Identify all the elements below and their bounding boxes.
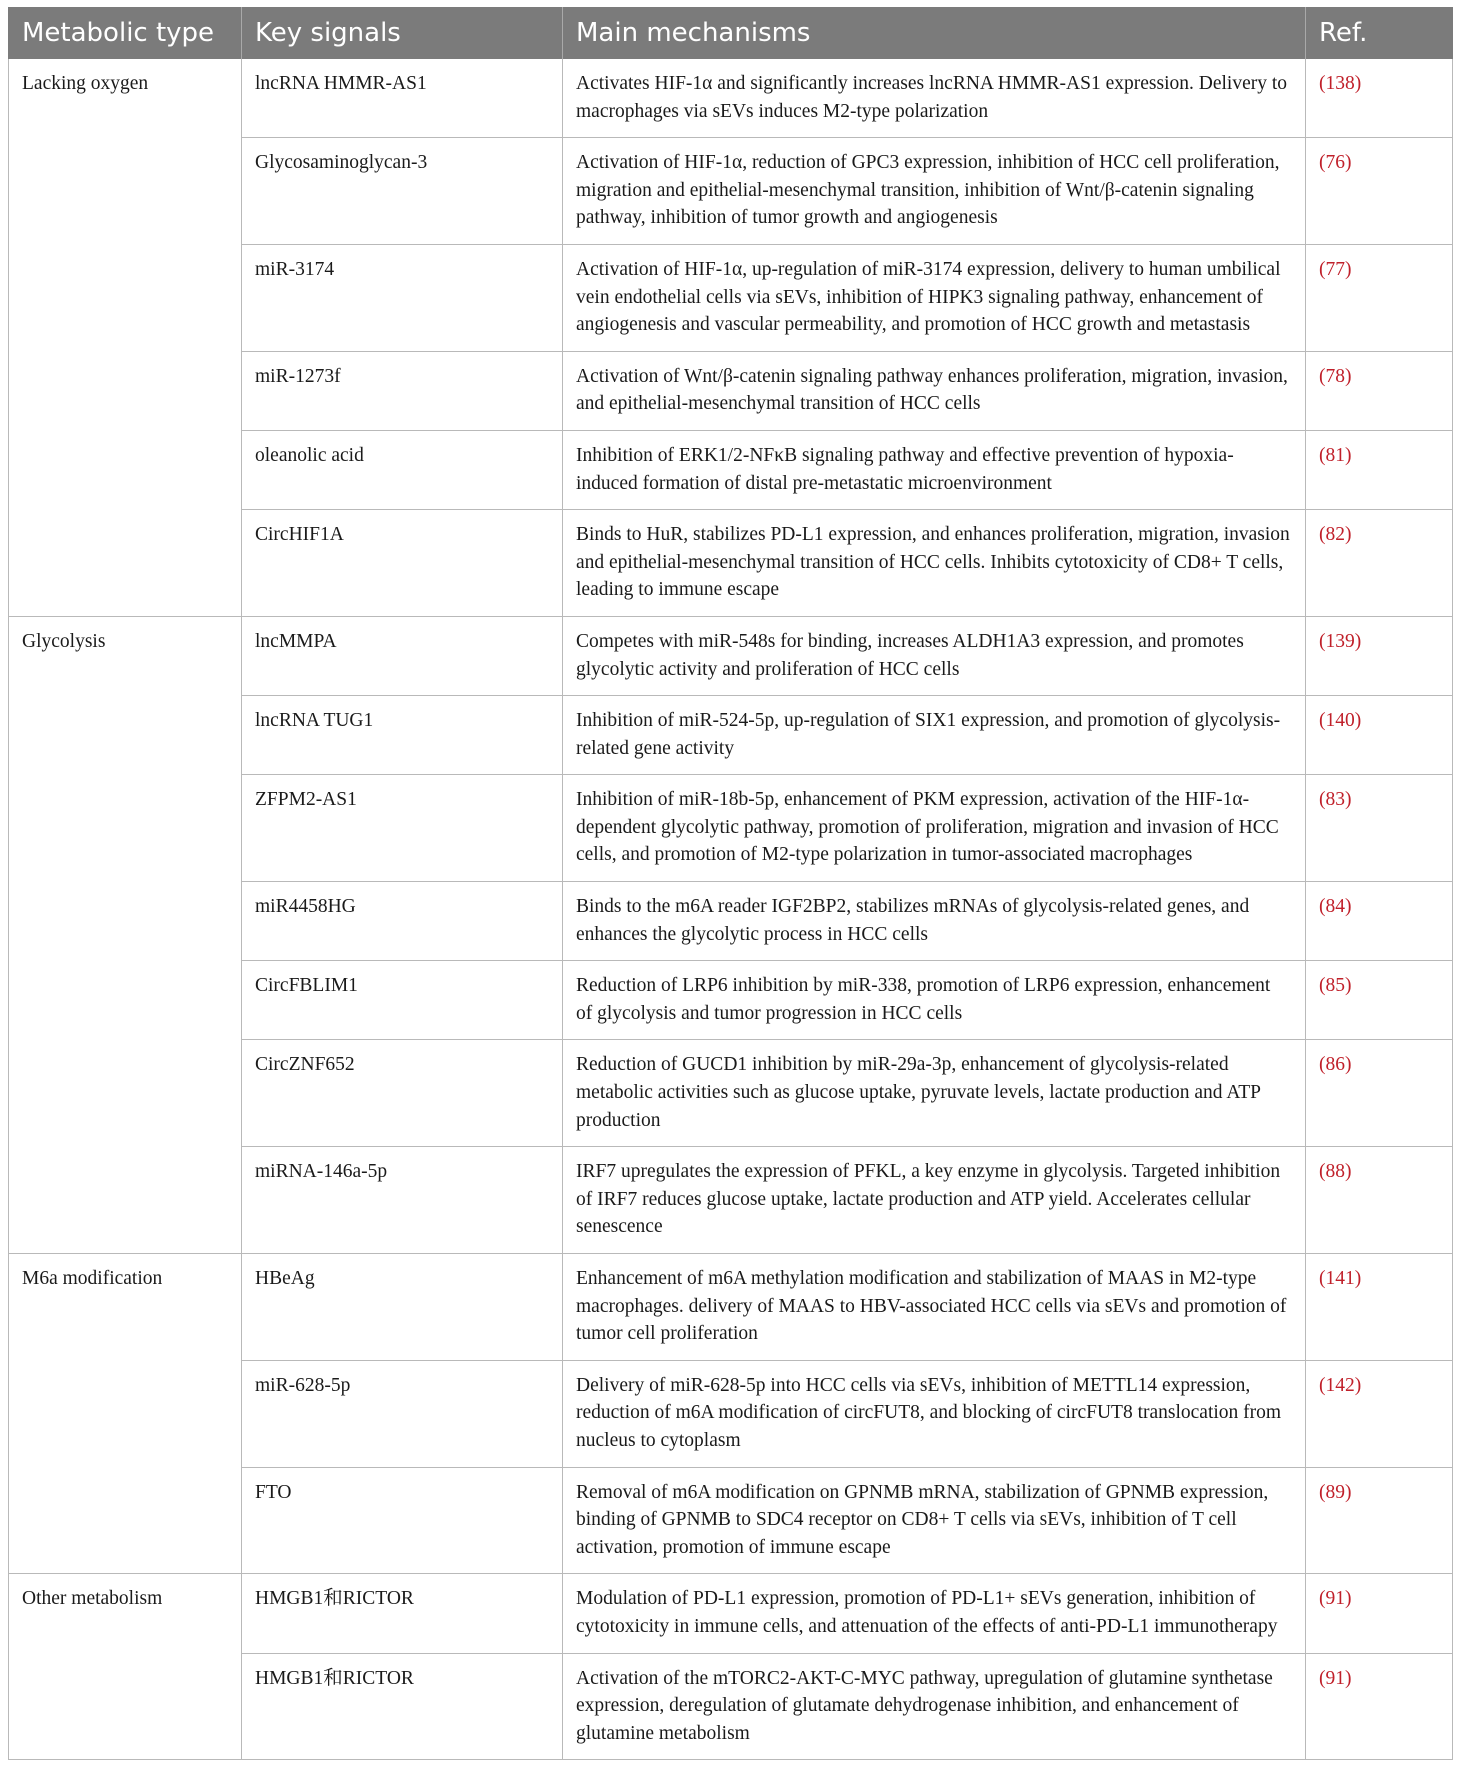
key-signal-cell: oleanolic acid: [242, 430, 563, 509]
key-signal-cell: lncRNA TUG1: [242, 696, 563, 775]
mechanism-cell: Competes with miR-548s for binding, increases ALDH1A3 expression, and promotes glycolytic activity and proliferation of HCC cells: [563, 616, 1306, 695]
ref-cell[interactable]: (77): [1306, 244, 1453, 351]
header-key-signals: Key signals: [242, 7, 563, 59]
ref-cell[interactable]: (76): [1306, 138, 1453, 245]
key-signal-cell: lncRNA HMMR-AS1: [242, 59, 563, 138]
ref-cell[interactable]: (140): [1306, 696, 1453, 775]
key-signal-cell: CircZNF652: [242, 1040, 563, 1147]
ref-cell[interactable]: (86): [1306, 1040, 1453, 1147]
key-signal-cell: HMGB1和RICTOR: [242, 1653, 563, 1760]
table-row: [9, 1254, 1453, 1361]
key-signal-cell: lncMMPA: [242, 616, 563, 695]
ref-cell[interactable]: (139): [1306, 616, 1453, 695]
header-ref: Ref.: [1306, 7, 1453, 59]
ref-cell[interactable]: (82): [1306, 510, 1453, 617]
key-signal-cell: miR-628-5p: [242, 1360, 563, 1467]
table-row: [9, 1574, 1453, 1653]
key-signal-cell: CircHIF1A: [242, 510, 563, 617]
metabolic-type-cell: Other metabolism: [9, 1574, 242, 1760]
key-signal-cell: CircFBLIM1: [242, 961, 563, 1040]
metabolic-type-cell: Lacking oxygen: [9, 59, 242, 616]
metabolic-type-cell: Glycolysis: [9, 616, 242, 1253]
key-signal-cell: FTO: [242, 1467, 563, 1574]
mechanism-cell: Activation of the mTORC2-AKT-C-MYC pathway, upregulation of glutamine synthetase expression, deregulation of glutamate dehydrogenase inhibition, and enhancement of glutamine metabolism: [563, 1653, 1306, 1760]
ref-cell[interactable]: (89): [1306, 1467, 1453, 1574]
mechanism-cell: Activation of HIF-1α, up-regulation of miR-3174 expression, delivery to human umbilical vein endothelial cells via sEVs, inhibition of HIPK3 signaling pathway, enhancement of angiogenesis and vascular permeability, and promotion of HCC growth and metastasis: [563, 244, 1306, 351]
key-signal-cell: Glycosaminoglycan-3: [242, 138, 563, 245]
ref-cell[interactable]: (84): [1306, 882, 1453, 961]
mechanism-cell: Binds to HuR, stabilizes PD-L1 expression, and enhances proliferation, migration, invasion and epithelial-mesenchymal transition of HCC cells. Inhibits cytotoxicity of CD8+ T cells, leading to immune escape: [563, 510, 1306, 617]
ref-cell[interactable]: (88): [1306, 1147, 1453, 1254]
ref-cell[interactable]: (81): [1306, 430, 1453, 509]
mechanism-cell: Reduction of GUCD1 inhibition by miR-29a-3p, enhancement of glycolysis-related metabolic activities such as glucose uptake, pyruvate levels, lactate production and ATP production: [563, 1040, 1306, 1147]
key-signal-cell: ZFPM2-AS1: [242, 775, 563, 882]
mechanism-cell: IRF7 upregulates the expression of PFKL, a key enzyme in glycolysis. Targeted inhibition of IRF7 reduces glucose uptake, lactate production and ATP yield. Accelerates cellular senescence: [563, 1147, 1306, 1254]
mechanism-cell: Inhibition of miR-524-5p, up-regulation of SIX1 expression, and promotion of glycolysis-related gene activity: [563, 696, 1306, 775]
table-row: [9, 59, 1453, 138]
mechanism-cell: Activation of HIF-1α, reduction of GPC3 expression, inhibition of HCC cell proliferation, migration and epithelial-mesenchymal transition, inhibition of Wnt/β-catenin signaling pathway, inhibition of tumor growth and angiogenesis: [563, 138, 1306, 245]
key-signal-cell: miR4458HG: [242, 882, 563, 961]
ref-cell[interactable]: (91): [1306, 1653, 1453, 1760]
mechanism-cell: Inhibition of miR-18b-5p, enhancement of PKM expression, activation of the HIF-1α-dependent glycolytic pathway, promotion of proliferation, migration and invasion of HCC cells, and promotion of M2-type polarization in tumor-associated macrophages: [563, 775, 1306, 882]
mechanism-cell: Binds to the m6A reader IGF2BP2, stabilizes mRNAs of glycolysis-related genes, and enhances the glycolytic process in HCC cells: [563, 882, 1306, 961]
key-signal-cell: miR-1273f: [242, 351, 563, 430]
metabolic-type-cell: M6a modification: [9, 1254, 242, 1574]
header-row: [9, 7, 1453, 59]
ref-cell[interactable]: (142): [1306, 1360, 1453, 1467]
header-metabolic-type: Metabolic type: [9, 7, 242, 59]
ref-cell[interactable]: (138): [1306, 59, 1453, 138]
key-signal-cell: HMGB1和RICTOR: [242, 1574, 563, 1653]
mechanism-cell: Activates HIF-1α and significantly increases lncRNA HMMR-AS1 expression. Delivery to macrophages via sEVs induces M2-type polarization: [563, 59, 1306, 138]
ref-cell[interactable]: (78): [1306, 351, 1453, 430]
table-body: [9, 59, 1453, 1760]
mechanism-cell: Reduction of LRP6 inhibition by miR-338, promotion of LRP6 expression, enhancement of glycolysis and tumor progression in HCC cells: [563, 961, 1306, 1040]
ref-cell[interactable]: (141): [1306, 1254, 1453, 1361]
key-signal-cell: miRNA-146a-5p: [242, 1147, 563, 1254]
ref-cell[interactable]: (85): [1306, 961, 1453, 1040]
mechanism-cell: Removal of m6A modification on GPNMB mRNA, stabilization of GPNMB expression, binding of GPNMB to SDC4 receptor on CD8+ T cells via sEVs, inhibition of T cell activation, promotion of immune escape: [563, 1467, 1306, 1574]
key-signal-cell: miR-3174: [242, 244, 563, 351]
mechanism-cell: Modulation of PD-L1 expression, promotion of PD-L1+ sEVs generation, inhibition of cytotoxicity in immune cells, and attenuation of the effects of anti-PD-L1 immunotherapy: [563, 1574, 1306, 1653]
table-header: [9, 7, 1453, 59]
table-row: [9, 616, 1453, 695]
mechanism-cell: Activation of Wnt/β-catenin signaling pathway enhances proliferation, migration, invasion, and epithelial-mesenchymal transition of HCC cells: [563, 351, 1306, 430]
mechanism-cell: Inhibition of ERK1/2-NFκB signaling pathway and effective prevention of hypoxia-induced formation of distal pre-metastatic microenvironment: [563, 430, 1306, 509]
key-signal-cell: HBeAg: [242, 1254, 563, 1361]
ref-cell[interactable]: (83): [1306, 775, 1453, 882]
ref-cell[interactable]: (91): [1306, 1574, 1453, 1653]
header-main-mechanisms: Main mechanisms: [563, 7, 1306, 59]
metabolism-table: [8, 7, 1453, 1760]
mechanism-cell: Delivery of miR-628-5p into HCC cells via sEVs, inhibition of METTL14 expression, reduction of m6A modification of circFUT8, and blocking of circFUT8 translocation from nucleus to cytoplasm: [563, 1360, 1306, 1467]
mechanism-cell: Enhancement of m6A methylation modification and stabilization of MAAS in M2-type macrophages. delivery of MAAS to HBV-associated HCC cells via sEVs and promotion of tumor cell proliferation: [563, 1254, 1306, 1361]
